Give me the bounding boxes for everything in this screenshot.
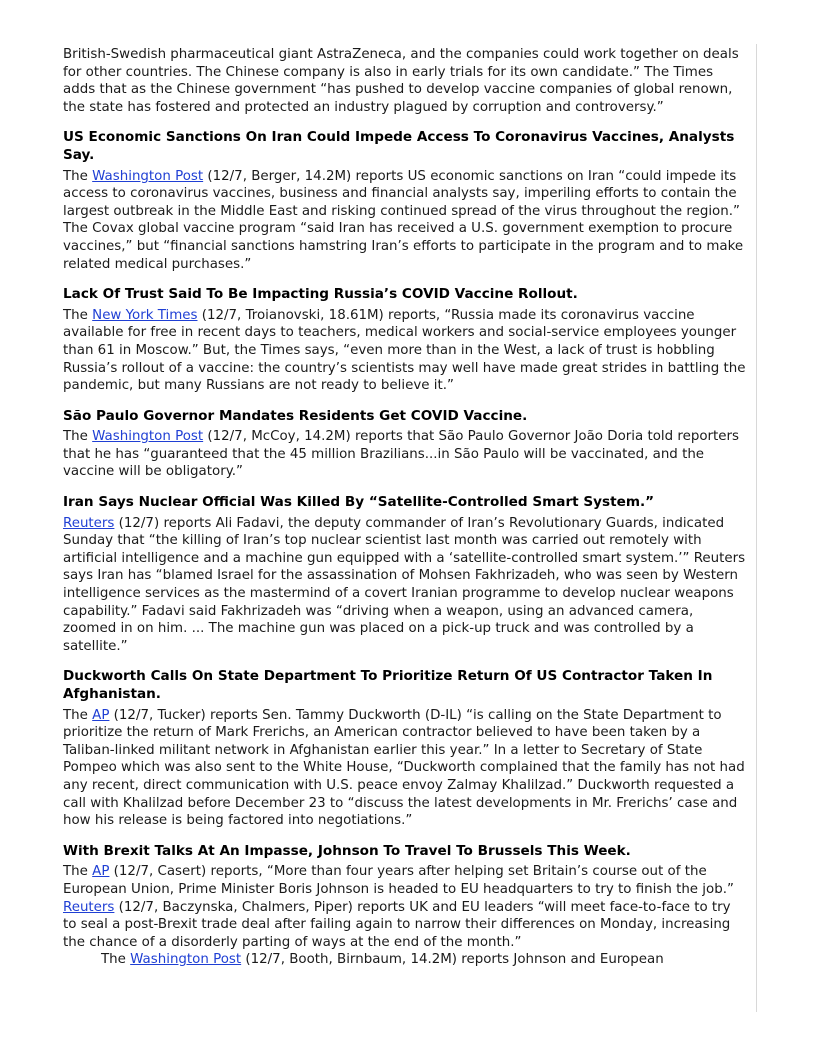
article-duckworth: The AP (12/7, Tucker) reports Sen. Tammy Duckworth (D-IL) “is calling on the State Department to prioritize the return of Mark Frerichs, an American contractor believed to have been taken by a Taliban-linked militant network in Afghanistan earlier this year.” In a letter to Secretary of State Pompeo which was also sent to the White House, “Duckworth complained that the family has not had any recent, direct communication with U.S. peace envoy Zalmay Khalilzad.” Duckworth requested a call with Khalilzad before December 23 to “discuss the latest developments in Mr. Frerichs’ case and how his release is being factored into negotiations.” [63, 707, 745, 829]
source-link[interactable]: Washington Post [92, 429, 204, 445]
source-link[interactable]: Reuters [63, 899, 115, 915]
article-russia-vaccine: The New York Times (12/7, Troianovski, 18.61M) reports, “Russia made its coronavirus vaccine available for free in recent days to teachers, medical workers and social-service employees younger than 61 in Moscow.” But, the Times says, “even more than in the West, a lack of trust is hobbling Russia’s rollout of a vaccine: the country’s scientists may well have made great strides in battling the pandemic, but many Russians are not ready to believe it.” [63, 307, 746, 394]
article-sao-paulo: The Washington Post (12/7, McCoy, 14.2M) reports that São Paulo Governor João Doria told reporters that he has “guaranteed that the 45 million Brazilians...in São Paulo will be vaccinated, and the vaccine will be obligatory.” [63, 429, 739, 480]
source-link[interactable]: New York Times [92, 307, 198, 323]
source-link[interactable]: AP [92, 707, 110, 723]
article-brexit-continued: The Washington Post (12/7, Booth, Birnbaum, 14.2M) reports Johnson and European [101, 952, 664, 968]
source-link[interactable]: Washington Post [92, 168, 204, 184]
article-brexit: The AP (12/7, Casert) reports, “More than four years after helping set Britain’s course out of the European Union, Prime Minister Boris Johnson is headed to EU headquarters to try to finish the job.” Reuters (12/7, Baczynska, Chalmers, Piper) reports UK and EU leaders “will meet face-to-face to try to seal a post-Brexit trade deal after failing again to narrow their differences on Monday, increasing the chance of a disorderly parting of ways at the end of the month.” [63, 864, 734, 950]
headline-sao-paulo: São Paulo Governor Mandates Residents Get COVID Vaccine. [63, 407, 528, 424]
article-iran-nuclear: Reuters (12/7) reports Ali Fadavi, the deputy commander of Iran’s Revolutionary Guards, indicated Sunday that “the killing of Iran’s top nuclear scientist last month was carried out remotely with artificial intelligence and a machine gun equipped with a ‘satellite-controlled smart system.’” Reuters says Iran has “blamed Israel for the assassination of Mohsen Fakhrizadeh, who was seen by Western intelligence services as the mastermind of a covert Iranian programme to develop nuclear weapons capability.” Fadavi said Fakhrizadeh was “driving when a weapon, using an advanced camera, zoomed in on him. ... The machine gun was placed on a pick-up truck and was controlled by a satellite.” [63, 515, 746, 654]
column-divider [756, 44, 757, 1012]
headline-iran-sanctions: US Economic Sanctions On Iran Could Impede Access To Coronavirus Vaccines, Analysts Say. [63, 129, 735, 163]
source-link[interactable]: Reuters [63, 515, 115, 531]
source-link[interactable]: Washington Post [130, 952, 242, 968]
intro-paragraph: British-Swedish pharmaceutical giant AstraZeneca, and the companies could work together on deals for other countries. The Chinese company is also in early trials for its own candidate.” The Times adds that as the Chinese government “has pushed to develop vaccine companies of global renown, the state has fostered and protected an industry plagued by corruption and controversy.” [63, 47, 739, 115]
headline-brexit: With Brexit Talks At An Impasse, Johnson To Travel To Brussels This Week. [63, 842, 631, 859]
headline-duckworth: Duckworth Calls On State Department To Prioritize Return Of US Contractor Taken In Afghanistan. [63, 668, 713, 702]
headline-russia-vaccine: Lack Of Trust Said To Be Impacting Russia’s COVID Vaccine Rollout. [63, 286, 578, 303]
newsletter-page [63, 46, 747, 969]
source-link[interactable]: AP [92, 864, 110, 880]
article-iran-sanctions: The Washington Post (12/7, Berger, 14.2M) reports US economic sanctions on Iran “could impede its access to coronavirus vaccines, business and financial analysts say, imperiling efforts to contain the largest outbreak in the Middle East and risking continued spread of the virus throughout the region.” The Covax global vaccine program “said Iran has received a U.S. government exemption to procure vaccines,” but “financial sanctions hamstring Iran’s efforts to participate in the program and to make related medical purchases.” [63, 168, 744, 272]
headline-iran-nuclear: Iran Says Nuclear Official Was Killed By “Satellite-Controlled Smart System.” [63, 494, 655, 511]
